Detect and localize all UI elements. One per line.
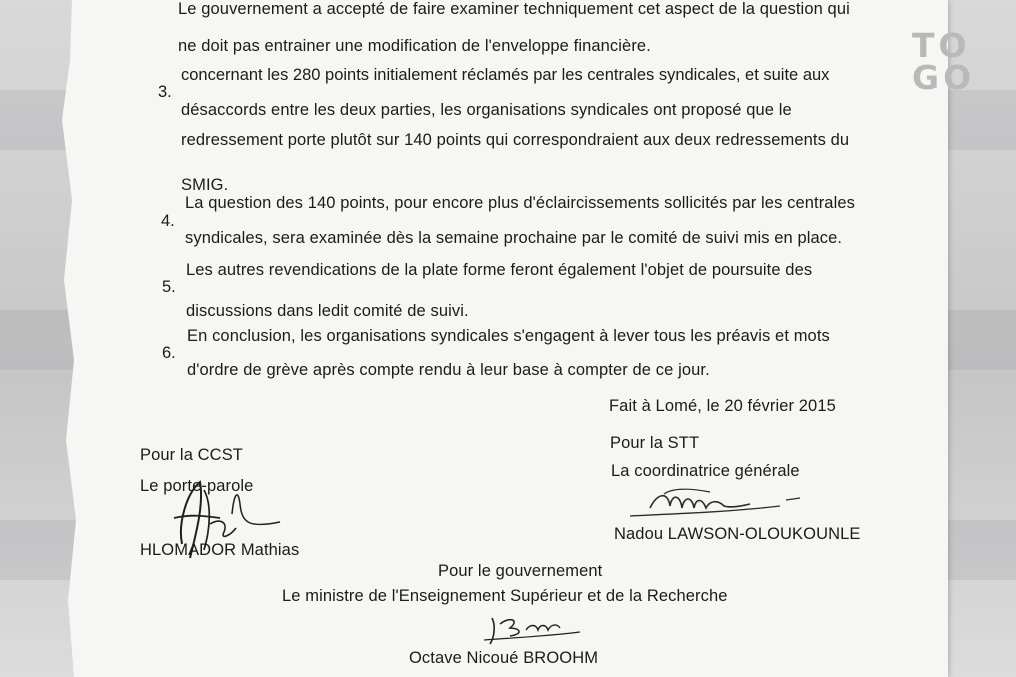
item-6-line-1: En conclusion, les organisations syndicales s'engagent à lever tous les préavis et mots xyxy=(187,327,830,345)
item-5-number: 5. xyxy=(162,278,176,296)
ccst-role: Le porte-parole xyxy=(140,477,254,495)
stt-name: Nadou LAWSON-OLOUKOUNLE xyxy=(614,525,861,543)
stt-org: Pour la STT xyxy=(610,434,700,452)
ccst-name: HLOMADOR Mathias xyxy=(140,541,300,559)
item-3-line-2: désaccords entre les deux parties, les organisations syndicales ont proposé que le xyxy=(181,101,792,119)
intro-line-2: ne doit pas entrainer une modification de l'enveloppe financière. xyxy=(178,37,651,55)
logo-line-2: GO xyxy=(912,58,976,97)
item-5-line-2: discussions dans ledit comité de suivi. xyxy=(186,302,469,320)
logo-line-1: TO xyxy=(912,26,971,65)
togo-logo xyxy=(912,26,976,97)
gov-name: Octave Nicoué BROOHM xyxy=(409,649,599,667)
item-6-number: 6. xyxy=(162,344,176,362)
date-line: Fait à Lomé, le 20 février 2015 xyxy=(609,397,836,415)
item-5-line-1: Les autres revendications de la plate forme feront également l'objet de poursuite des xyxy=(186,261,813,279)
item-6-line-2: d'ordre de grève après compte rendu à leur base à compter de ce jour. xyxy=(187,361,710,379)
item-4-line-1: La question des 140 points, pour encore plus d'éclaircissements sollicités par les centrales xyxy=(185,194,855,212)
item-3-number: 3. xyxy=(158,83,172,101)
item-4-number: 4. xyxy=(161,212,175,230)
gov-signature xyxy=(480,610,600,650)
gov-org: Pour le gouvernement xyxy=(438,562,603,580)
item-3-line-3: redressement porte plutôt sur 140 points qui correspondraient aux deux redressements du xyxy=(181,131,850,149)
item-3-line-4: SMIG. xyxy=(181,176,229,194)
item-4-line-2: syndicales, sera examinée dès la semaine prochaine par le comité de suivi mis en place. xyxy=(185,229,843,247)
stt-signature xyxy=(610,486,810,526)
gov-role: Le ministre de l'Enseignement Supérieur et de la Recherche xyxy=(282,587,728,605)
ccst-org: Pour la CCST xyxy=(140,446,243,464)
item-3-line-1: concernant les 280 points initialement réclamés par les centrales syndicales, et suite aux xyxy=(181,66,830,84)
intro-line-1: Le gouvernement a accepté de faire examiner techniquement cet aspect de la question qui xyxy=(178,0,850,18)
stt-role: La coordinatrice générale xyxy=(611,462,800,480)
